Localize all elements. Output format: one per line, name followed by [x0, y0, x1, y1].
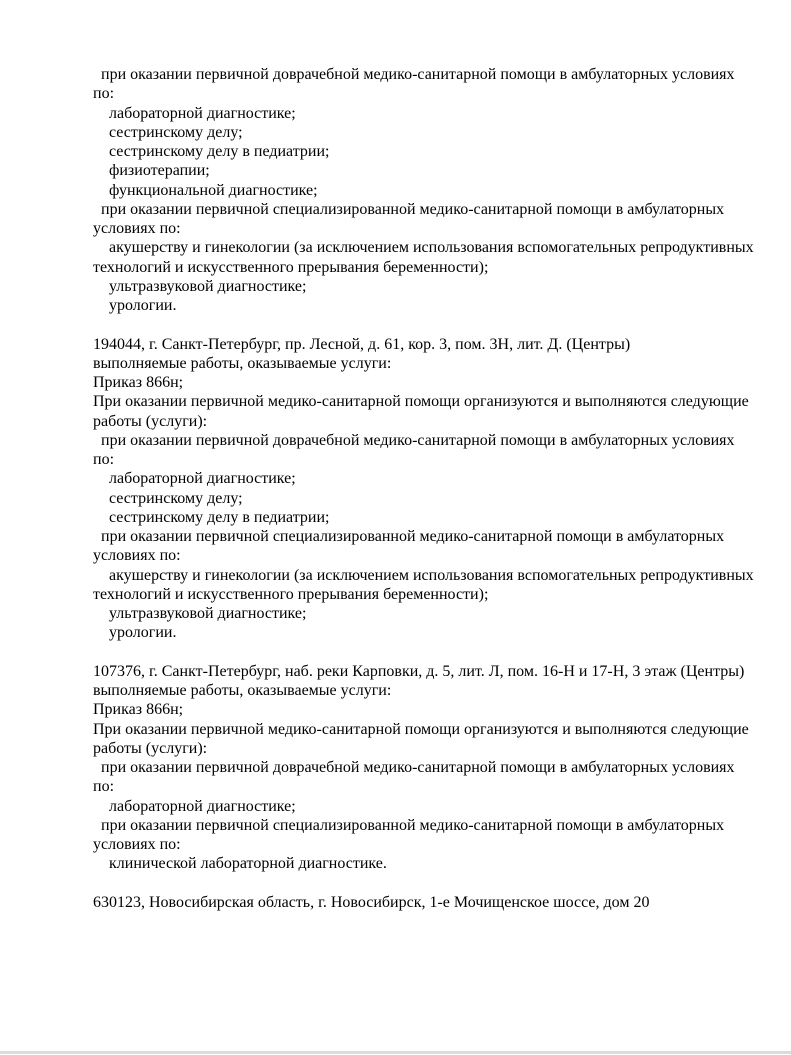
document-line: работы (услуги):	[93, 739, 208, 757]
document-line: условиях по:	[93, 547, 181, 565]
document-line: работы (услуги):	[93, 412, 208, 430]
document-line: 630123, Новосибирская область, г. Новосибирск, 1-е Мочищенское шоссе, дом 20	[93, 893, 650, 911]
document-line: урологии.	[93, 624, 177, 642]
document-line: Приказ 866н;	[93, 701, 184, 719]
document-text-body	[93, 65, 785, 912]
document-line: ультразвуковой диагностике;	[93, 605, 307, 622]
document-line: акушерству и гинекологии (за исключением использования вспомогательных репродуктивных	[93, 566, 754, 584]
document-line: лабораторной диагностике;	[93, 470, 296, 488]
document-line: при оказании первичной доврачебной медико-санитарной помощи в амбулаторных условиях	[93, 66, 735, 83]
document-line: условиях по:	[93, 836, 181, 853]
document-line: технологий и искусственного прерывания беременности);	[93, 585, 489, 603]
document-line: Приказ 866н;	[93, 374, 184, 391]
document-line: выполняемые работы, оказываемые услуги:	[93, 354, 392, 372]
document-line	[93, 315, 785, 334]
document-line: При оказании первичной медико-санитарной помощи организуются и выполняются следующие	[93, 720, 749, 738]
document-line: физиотерапии;	[93, 162, 210, 180]
document-line: сестринскому делу;	[93, 489, 243, 507]
document-line: сестринскому делу;	[93, 123, 243, 141]
document-line: при оказании первичной специализированной медико-санитарной помощи в амбулаторных	[93, 528, 725, 545]
document-line: условиях по:	[93, 220, 181, 237]
document-line: выполняемые работы, оказываемые услуги:	[93, 682, 392, 699]
document-line: функциональной диагностике;	[93, 181, 318, 199]
bottom-divider	[0, 1051, 791, 1054]
document-line: акушерству и гинекологии (за исключением использования вспомогательных репродуктивных	[93, 239, 754, 257]
document-line: при оказании первичной доврачебной медико-санитарной помощи в амбулаторных условиях	[93, 759, 735, 776]
document-line: клинической лабораторной диагностике.	[93, 855, 387, 873]
document-line	[93, 643, 785, 662]
document-line: при оказании первичной специализированной медико-санитарной помощи в амбулаторных	[93, 816, 725, 834]
document-line: урологии.	[93, 297, 177, 314]
document-line: по:	[93, 778, 115, 796]
document-line: ультразвуковой диагностике;	[93, 277, 307, 295]
document-line: сестринскому делу в педиатрии;	[93, 508, 330, 526]
document-line	[93, 874, 785, 893]
document-line: при оказании первичной специализированной медико-санитарной помощи в амбулаторных	[93, 200, 725, 218]
document-line: сестринскому делу в педиатрии;	[93, 143, 330, 160]
document-line: по:	[93, 85, 115, 103]
document-line: лабораторной диагностике;	[93, 104, 296, 122]
document-line: При оказании первичной медико-санитарной помощи организуются и выполняются следующие	[93, 393, 749, 411]
document-line: при оказании первичной доврачебной медико-санитарной помощи в амбулаторных условиях	[93, 431, 735, 449]
document-line: 107376, г. Санкт-Петербург, наб. реки Карповки, д. 5, лит. Л, пом. 16-Н и 17-Н, 3 этаж (Центры)	[93, 662, 745, 680]
document-line: по:	[93, 451, 115, 468]
document-line: лабораторной диагностике;	[93, 797, 296, 815]
document-line: 194044, г. Санкт-Петербург, пр. Лесной, д. 61, кор. 3, пом. 3Н, лит. Д. (Центры)	[93, 335, 631, 353]
document-line: технологий и искусственного прерывания беременности);	[93, 258, 489, 276]
